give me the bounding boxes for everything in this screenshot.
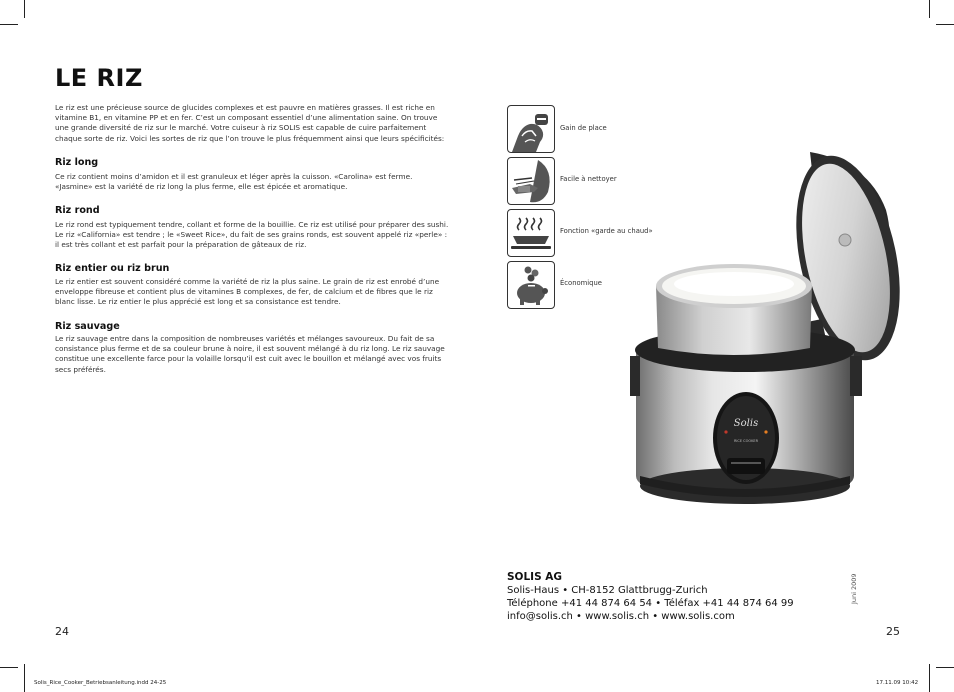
cooker-model-label: RICE COOKER [733, 439, 759, 443]
feature-label: Facile à nettoyer [560, 175, 617, 183]
company-phone: Téléphone +41 44 874 64 54 • Téléfax +41 44 874 64 99 [507, 598, 794, 609]
feature-label: Économique [560, 279, 602, 287]
section-text-riz-entier: Le riz entier est souvent considéré comme la variété de riz la plus saine. Le grain de riz est enrobé d’une enveloppe fibreuse et contient plus de vitamines B complexes, de fer, de calcium et de fibres que le riz blanc lisse. Le riz entier le plus apprécié est long et sa consistance est tendre. [55, 277, 440, 307]
crop-mark [0, 667, 18, 668]
crop-mark [24, 664, 25, 692]
crop-mark [929, 0, 930, 18]
piggy-bank-icon [507, 261, 555, 309]
feature-label: Fonction «garde au chaud» [560, 227, 653, 235]
crop-mark [0, 24, 18, 25]
section-text-riz-long: Ce riz contient moins d’amidon et il est granuleux et léger après la cuisson. «Carolina» est ferme. «Jasmine» est la variété de riz long la plus ferme, elle est épicée et aromatique. [55, 172, 413, 192]
crop-mark [929, 664, 930, 692]
company-name: SOLIS AG [507, 571, 563, 583]
feature-label: Gain de place [560, 124, 607, 132]
hand-holding-cooker-icon [507, 105, 555, 153]
rice-cooker-image [600, 140, 900, 516]
company-address: Solis-Haus • CH-8152 Glattbrugg-Zurich [507, 585, 708, 596]
cooker-brand-logo: Solis [733, 418, 759, 429]
section-heading-riz-long: Riz long [55, 157, 99, 168]
intro-paragraph: Le riz est une précieuse source de glucides complexes et est pauvre en matières grasses. Il est riche en vitamine B1, en vitamine PP et en fer. C’est un composant essentiel d’une alimentation saine. On trouve une grande diversité de riz sur le marché. Votre cuiseur à riz SOLIS est capable de cuire parfaitement chaque sorte de riz. Voici les sortes de riz que l’on trouve le plus fréquemment ainsi que leurs spécificités: [55, 103, 445, 143]
page-number-left: 24 [55, 625, 69, 638]
footer-filename: Solis_Rice_Cooker_Betriebsanleitung.indd 24-25 [34, 680, 167, 686]
crop-mark [936, 24, 954, 25]
section-text-riz-rond: Le riz rond est typiquement tendre, collant et forme de la bouillie. Ce riz est utilisé pour préparer des sushi. Le riz «California» est tendre ; le «Sweet Rice», du fait de ses grains ronds, est souvent appelé riz «perle» : il est très collant et est parfait pour la préparation de gâteaux de riz. [55, 220, 449, 250]
company-web: info@solis.ch • www.solis.ch • www.solis.com [507, 611, 735, 622]
cleaning-hand-icon [507, 157, 555, 205]
company-info [507, 571, 794, 623]
edition-date: Juni 2009 [850, 573, 858, 604]
crop-mark [936, 667, 954, 668]
section-heading-riz-entier: Riz entier ou riz brun [55, 263, 170, 274]
footer-timestamp: 17.11.09 10:42 [876, 680, 919, 686]
crop-mark [24, 0, 25, 18]
section-text-riz-sauvage: Le riz sauvage entre dans la composition de nombreuses variétés et mélanges savoureux. Du fait de sa consistance plus ferme et de sa couleur brune à noire, il est souvent mélangé à du riz long. Le riz sauvage constitue une excellente farce pour la volaille lorsqu’il est cuit avec le bouillon et mélangé avec vos fruits secs préférés. [55, 334, 445, 374]
warm-dish-icon [507, 209, 555, 257]
section-heading-riz-sauvage: Riz sauvage [55, 321, 120, 332]
page-number-right: 25 [886, 625, 900, 638]
page-title: LE RIZ [55, 64, 143, 92]
section-heading-riz-rond: Riz rond [55, 205, 100, 216]
